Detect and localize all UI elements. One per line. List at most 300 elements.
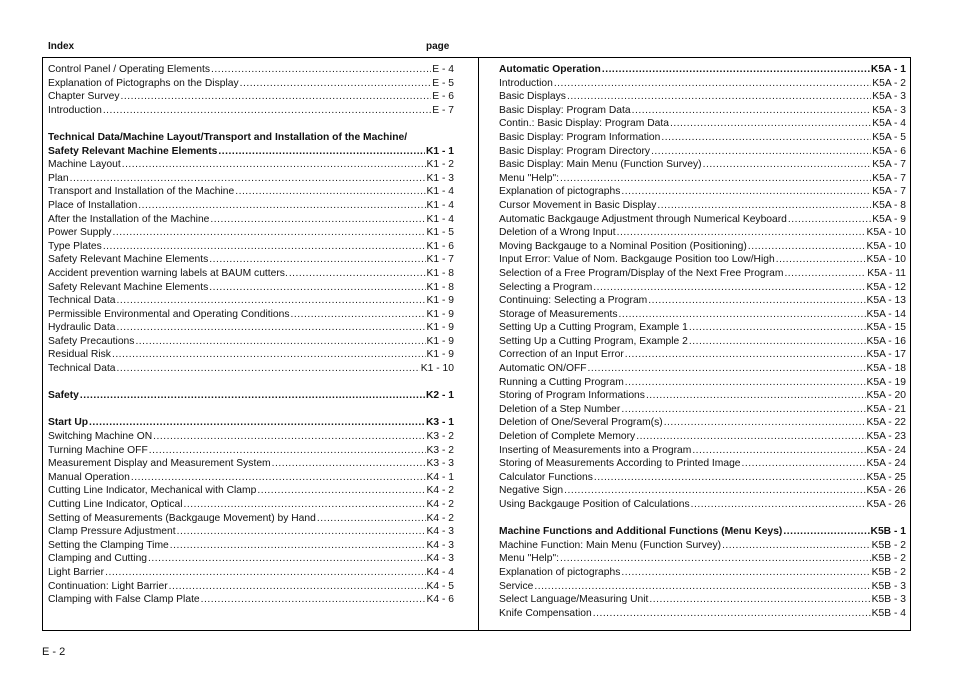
- entry-page-ref: K1 - 6: [426, 240, 454, 252]
- entry-title: Cutting Line Indicator, Mechanical with Clamp: [48, 485, 257, 497]
- dot-leader: [218, 145, 425, 159]
- right-index-column: [499, 63, 906, 620]
- entry-title: Basic Display: Main Menu (Function Survey): [499, 159, 702, 171]
- entry-title: Technical Data/Machine Layout/Transport and Installation of the Machine/: [48, 131, 408, 143]
- entry-title: Setting Up a Cutting Program, Example 2: [499, 335, 688, 347]
- entry-page-ref: K5A - 6: [872, 145, 906, 157]
- dot-leader: [689, 335, 866, 349]
- dot-leader: [625, 376, 866, 390]
- entry-title: Accident prevention warning labels at BAUM cutters.: [48, 267, 288, 279]
- entry-page-ref: K5B - 3: [871, 594, 906, 606]
- entry-title: Basic Display: Program Directory: [499, 145, 651, 157]
- index-entry: [499, 267, 906, 281]
- index-entry: [499, 457, 906, 471]
- entry-page-ref: K1 - 4: [426, 213, 454, 225]
- index-entry: [499, 389, 906, 403]
- entry-title: Clamp Pressure Adjustment: [48, 526, 176, 538]
- index-entry: [499, 77, 906, 91]
- entry-page-ref: K4 - 4: [426, 566, 454, 578]
- dot-leader: [201, 593, 426, 607]
- entry-page-ref: K2 - 1: [425, 390, 454, 402]
- dot-leader: [618, 308, 865, 322]
- entry-title: Storing of Measurements According to Printed Image: [499, 458, 741, 470]
- entry-page-ref: K5A - 8: [872, 199, 906, 211]
- entry-page-ref: K4 - 2: [426, 512, 454, 524]
- entry-title: Setting Up a Cutting Program, Example 1: [499, 322, 688, 334]
- dot-leader: [788, 213, 871, 227]
- index-entry: [499, 145, 906, 159]
- index-entry: [499, 416, 906, 430]
- entry-page-ref: K1 - 10: [420, 363, 454, 375]
- entry-title: Cutting Line Indicator, Optical: [48, 499, 183, 510]
- index-entry: [48, 444, 454, 458]
- entry-page-ref: K5A - 10: [866, 254, 906, 266]
- entry-page-ref: K5A - 12: [866, 281, 906, 293]
- dot-leader: [703, 158, 872, 172]
- entry-page-ref: K5A - 5: [872, 131, 906, 143]
- dot-leader: [122, 158, 426, 172]
- entry-title: Service: [499, 580, 534, 592]
- index-entry: [48, 294, 454, 308]
- dot-leader: [742, 457, 866, 471]
- entry-title: Menu "Help":: [499, 553, 559, 565]
- dot-leader: [89, 416, 425, 430]
- index-entry: [499, 348, 906, 362]
- entry-title: Residual Risk: [48, 349, 111, 361]
- dot-leader: [112, 348, 426, 362]
- index-entry: [48, 172, 454, 186]
- dot-leader: [135, 335, 425, 349]
- entry-title: Light Barrier: [48, 566, 105, 578]
- entry-title: Turning Machine OFF: [48, 444, 148, 456]
- entry-page-ref: K5A - 4: [872, 118, 906, 130]
- dot-leader: [621, 185, 871, 199]
- blank-spacer: [48, 117, 454, 131]
- entry-page-ref: K5A - 15: [866, 322, 906, 334]
- entry-page-ref: E - 4: [432, 64, 454, 75]
- dot-leader: [177, 525, 426, 539]
- entry-page-ref: K1 - 2: [426, 159, 454, 171]
- entry-title: Deletion of a Wrong Input: [499, 227, 616, 239]
- index-entry: [48, 430, 454, 444]
- entry-title: Deletion of Complete Memory: [499, 431, 636, 443]
- dot-leader: [209, 281, 425, 295]
- entry-page-ref: K1 - 9: [426, 295, 454, 307]
- index-entry: [48, 525, 454, 539]
- entry-title: Using Backgauge Position of Calculations: [499, 499, 690, 510]
- index-entry: [48, 362, 454, 376]
- dot-leader: [560, 552, 871, 566]
- entry-title: Safety Relevant Machine Elements: [48, 145, 218, 157]
- dot-leader: [131, 471, 426, 485]
- dot-leader: [117, 321, 426, 335]
- index-entry: [499, 117, 906, 131]
- entry-title: Hydraulic Data: [48, 322, 116, 334]
- entry-page-ref: K5B - 2: [871, 566, 906, 578]
- entry-page-ref: K5A - 7: [872, 186, 906, 198]
- index-entry: [48, 63, 454, 77]
- index-entry: [499, 403, 906, 417]
- entry-title: Menu "Help":: [499, 172, 559, 184]
- entry-title: Automatic ON/OFF: [499, 363, 587, 375]
- dot-leader: [776, 253, 866, 267]
- entry-page-ref: K1 - 5: [426, 227, 454, 239]
- entry-title: After the Installation of the Machine: [48, 213, 210, 225]
- column-divider: [478, 57, 479, 631]
- index-entry: [48, 512, 454, 526]
- index-entry: [499, 471, 906, 485]
- index-entry: [499, 580, 906, 594]
- dot-leader: [170, 539, 426, 553]
- dot-leader: [153, 430, 425, 444]
- dot-leader: [257, 484, 425, 498]
- index-entry: [499, 335, 906, 349]
- entry-title: Technical Data: [48, 363, 116, 375]
- dot-leader: [621, 566, 870, 580]
- entry-page-ref: K4 - 2: [426, 499, 454, 510]
- entry-page-ref: K1 - 4: [426, 186, 454, 198]
- index-entry: [499, 104, 906, 118]
- index-section-heading: [499, 63, 906, 77]
- dot-leader: [554, 77, 871, 91]
- dot-leader: [593, 281, 865, 295]
- entry-page-ref: K5A - 7: [872, 172, 906, 184]
- index-entry: [499, 607, 906, 621]
- entry-page-ref: K5A - 7: [872, 159, 906, 171]
- entry-title: Introduction: [499, 77, 553, 89]
- index-entry: [499, 90, 906, 104]
- entry-page-ref: K5A - 14: [866, 308, 906, 320]
- blank-spacer: [48, 376, 454, 390]
- entry-page-ref: K5A - 25: [866, 471, 906, 483]
- entry-title: Place of Installation: [48, 199, 138, 211]
- entry-title: Safety Relevant Machine Elements: [48, 254, 209, 266]
- index-entry: [48, 267, 454, 281]
- entry-page-ref: K4 - 3: [426, 553, 454, 565]
- dot-leader: [240, 77, 432, 91]
- entry-title: Running a Cutting Program: [499, 376, 624, 388]
- index-entry: [499, 552, 906, 566]
- dot-leader: [113, 226, 426, 240]
- entry-title: Correction of an Input Error: [499, 349, 624, 361]
- index-heading: Index: [48, 41, 75, 52]
- index-entry: [499, 593, 906, 607]
- dot-leader: [588, 362, 866, 376]
- index-entry: [48, 308, 454, 322]
- entry-page-ref: K4 - 5: [426, 580, 454, 592]
- page-heading: page: [426, 41, 450, 52]
- entry-page-ref: K1 - 9: [426, 335, 454, 347]
- entry-title: Plan: [48, 172, 69, 184]
- index-entry: [48, 240, 454, 254]
- entry-title: Negative Sign: [499, 485, 564, 497]
- dot-leader: [661, 131, 871, 145]
- entry-page-ref: K5B - 1: [870, 526, 906, 538]
- index-entry: [48, 539, 454, 553]
- index-entry: [499, 308, 906, 322]
- blank-spacer: [499, 512, 906, 526]
- entry-title: Machine Layout: [48, 159, 121, 171]
- blank-spacer: [48, 403, 454, 417]
- entry-title: Safety Precautions: [48, 335, 135, 347]
- entry-title: Introduction: [48, 104, 102, 116]
- index-entry: [499, 172, 906, 186]
- index-section-heading: [48, 131, 454, 145]
- entry-page-ref: K4 - 3: [426, 526, 454, 538]
- dot-leader: [593, 607, 871, 621]
- dot-leader: [534, 580, 870, 594]
- index-entry: [48, 226, 454, 240]
- entry-page-ref: K5A - 17: [866, 349, 906, 361]
- entry-title: Basic Display: Program Data: [499, 104, 631, 116]
- dot-leader: [169, 580, 426, 594]
- entry-page-ref: K5A - 11: [867, 267, 906, 279]
- entry-title: Cursor Movement in Basic Display: [499, 199, 657, 211]
- index-entry: [48, 253, 454, 267]
- index-entry: [48, 498, 454, 512]
- entry-page-ref: K5A - 24: [866, 458, 906, 470]
- dot-leader: [632, 104, 872, 118]
- entry-title: Calculator Functions: [499, 471, 593, 483]
- entry-title: Manual Operation: [48, 471, 130, 483]
- entry-page-ref: K3 - 1: [425, 417, 454, 429]
- index-section-heading: [48, 389, 454, 403]
- entry-page-ref: K3 - 2: [426, 431, 454, 443]
- index-section-heading: [48, 145, 454, 159]
- entry-title: Setting the Clamping Time: [48, 539, 169, 551]
- dot-leader: [317, 512, 426, 526]
- entry-title: Basic Displays: [499, 91, 566, 103]
- dot-leader: [670, 117, 871, 131]
- entry-page-ref: K5A - 24: [866, 444, 906, 456]
- entry-title: Setting of Measurements (Backgauge Movement) by Hand: [48, 512, 316, 524]
- dot-leader: [70, 172, 426, 186]
- index-entry: [48, 199, 454, 213]
- index-entry: [499, 566, 906, 580]
- entry-title: Chapter Survey: [48, 91, 120, 103]
- dot-leader: [272, 457, 426, 471]
- entry-page-ref: E - 6: [432, 91, 454, 103]
- entry-title: Moving Backgauge to a Nominal Position (Positioning): [499, 240, 747, 252]
- entry-title: Control Panel / Operating Elements: [48, 64, 210, 75]
- dot-leader: [560, 172, 871, 186]
- index-entry: [499, 253, 906, 267]
- entry-title: Input Error: Value of Nom. Backgauge Position too Low/High: [499, 254, 775, 266]
- entry-title: Automatic Operation: [499, 64, 601, 75]
- entry-page-ref: K1 - 1: [425, 145, 454, 157]
- dot-leader: [80, 389, 425, 403]
- dot-leader: [121, 90, 432, 104]
- dot-leader: [210, 213, 425, 227]
- entry-title: Safety Relevant Machine Elements: [48, 281, 209, 293]
- dot-leader: [138, 199, 425, 213]
- dot-leader: [783, 525, 869, 539]
- dot-leader: [722, 539, 871, 553]
- index-entry: [48, 90, 454, 104]
- entry-title: Selecting a Program: [499, 281, 593, 293]
- dot-leader: [235, 185, 425, 199]
- dot-leader: [651, 145, 871, 159]
- dot-leader: [625, 348, 866, 362]
- entry-page-ref: K5A - 26: [866, 485, 906, 497]
- dot-leader: [602, 63, 870, 77]
- entry-page-ref: K1 - 8: [426, 281, 454, 293]
- entry-page-ref: K5A - 23: [866, 431, 906, 443]
- dot-leader: [184, 498, 426, 512]
- entry-page-ref: K5B - 2: [871, 539, 906, 551]
- entry-title: Contin.: Basic Display: Program Data: [499, 118, 669, 130]
- entry-title: Explanation of Pictographs on the Display: [48, 77, 239, 89]
- entry-title: Power Supply: [48, 227, 112, 239]
- index-entry: [48, 471, 454, 485]
- entry-page-ref: K5B - 4: [871, 607, 906, 619]
- dot-leader: [648, 294, 865, 308]
- entry-title: Switching Machine ON: [48, 431, 153, 443]
- dot-leader: [664, 416, 866, 430]
- index-entry: [499, 498, 906, 512]
- dot-leader: [291, 308, 426, 322]
- dot-leader: [103, 104, 431, 118]
- index-entry: [48, 593, 454, 607]
- index-entry: [499, 131, 906, 145]
- index-entry: [48, 158, 454, 172]
- dot-leader: [567, 90, 871, 104]
- entry-title: Deletion of One/Several Program(s): [499, 417, 663, 429]
- entry-page-ref: K4 - 3: [426, 539, 454, 551]
- entry-title: Clamping with False Clamp Plate: [48, 594, 200, 606]
- entry-title: Safety: [48, 390, 79, 402]
- entry-page-ref: K5A - 19: [866, 376, 906, 388]
- entry-title: Select Language/Measuring Unit: [499, 594, 649, 606]
- index-entry: [499, 226, 906, 240]
- entry-page-ref: K4 - 6: [426, 594, 454, 606]
- entry-page-ref: K1 - 7: [426, 254, 454, 266]
- index-entry: [499, 281, 906, 295]
- index-entry: [499, 484, 906, 498]
- index-entry: [48, 348, 454, 362]
- dot-leader: [617, 226, 866, 240]
- footer-page-number: E - 2: [42, 646, 66, 658]
- dot-leader: [117, 294, 426, 308]
- dot-leader: [564, 484, 865, 498]
- entry-page-ref: K5B - 3: [871, 580, 906, 592]
- index-entry: [499, 185, 906, 199]
- entry-title: Basic Display: Program Information: [499, 131, 661, 143]
- dot-leader: [117, 362, 420, 376]
- index-section-heading: [48, 416, 454, 430]
- entry-page-ref: K1 - 8: [426, 267, 454, 279]
- index-entry: [499, 158, 906, 172]
- entry-page-ref: K5A - 26: [866, 499, 906, 510]
- entry-title: Deletion of a Step Number: [499, 403, 621, 415]
- dot-leader: [149, 444, 426, 458]
- entry-title: Storage of Measurements: [499, 308, 618, 320]
- entry-page-ref: K5A - 16: [866, 335, 906, 347]
- entry-page-ref: K1 - 9: [426, 322, 454, 334]
- entry-title: Explanation of pictographs: [499, 186, 621, 198]
- entry-title: Machine Function: Main Menu (Function Survey): [499, 539, 722, 551]
- entry-page-ref: K5A - 10: [866, 240, 906, 252]
- index-entry: [48, 552, 454, 566]
- entry-title: Continuation: Light Barrier: [48, 580, 168, 592]
- dot-leader: [657, 199, 871, 213]
- index-entry: [48, 104, 454, 118]
- dot-leader: [594, 471, 866, 485]
- index-entry: [499, 539, 906, 553]
- index-entry: [48, 185, 454, 199]
- index-entry: [48, 335, 454, 349]
- entry-title: Clamping and Cutting: [48, 553, 148, 565]
- entry-page-ref: K5A - 18: [866, 363, 906, 375]
- entry-title: Storing of Program Informations: [499, 390, 645, 402]
- index-entry: [499, 430, 906, 444]
- index-entry: [48, 580, 454, 594]
- dot-leader: [646, 389, 866, 403]
- dot-leader: [105, 566, 425, 580]
- index-entry: [499, 240, 906, 254]
- entry-page-ref: K4 - 1: [426, 471, 454, 483]
- entry-title: Type Plates: [48, 240, 102, 252]
- entry-title: Inserting of Measurements into a Program: [499, 444, 692, 456]
- entry-page-ref: E - 5: [432, 77, 454, 89]
- entry-title: Automatic Backgauge Adjustment through Numerical Keyboard: [499, 213, 787, 225]
- entry-page-ref: K5A - 9: [872, 213, 906, 225]
- dot-leader: [211, 63, 431, 77]
- index-entry: [48, 77, 454, 91]
- dot-leader: [621, 403, 865, 417]
- entry-title: Transport and Installation of the Machine: [48, 186, 235, 198]
- index-entry: [499, 444, 906, 458]
- entry-title: Continuing: Selecting a Program: [499, 295, 648, 307]
- entry-page-ref: K3 - 2: [426, 444, 454, 456]
- entry-title: Technical Data: [48, 295, 116, 307]
- dot-leader: [636, 430, 865, 444]
- index-entry: [499, 213, 906, 227]
- entry-title: Knife Compensation: [499, 607, 592, 619]
- index-entry: [48, 484, 454, 498]
- dot-leader: [649, 593, 870, 607]
- index-entry: [499, 376, 906, 390]
- index-entry: [48, 457, 454, 471]
- index-entry: [48, 213, 454, 227]
- entry-title: Permissible Environmental and Operating Conditions: [48, 308, 290, 320]
- entry-title: Explanation of pictographs: [499, 566, 621, 578]
- entry-title: Selection of a Free Program/Display of the Next Free Program: [499, 267, 784, 279]
- entry-page-ref: K5A - 3: [872, 91, 906, 103]
- entry-page-ref: K5A - 13: [866, 295, 906, 307]
- dot-leader: [289, 267, 426, 281]
- index-entry: [499, 199, 906, 213]
- dot-leader: [692, 444, 865, 458]
- entry-page-ref: K5A - 10: [866, 227, 906, 239]
- index-entry: [499, 321, 906, 335]
- entry-page-ref: K5A - 3: [872, 104, 906, 116]
- dot-leader: [148, 552, 425, 566]
- entry-page-ref: K5A - 21: [866, 403, 906, 415]
- entry-page-ref: K1 - 4: [426, 199, 454, 211]
- dot-leader: [689, 321, 866, 335]
- entry-page-ref: K4 - 2: [426, 485, 454, 497]
- entry-page-ref: K5A - 22: [866, 417, 906, 429]
- index-entry: [499, 362, 906, 376]
- index-entry: [48, 321, 454, 335]
- entry-page-ref: K5A - 1: [870, 64, 906, 75]
- entry-title: Machine Functions and Additional Functions (Menu Keys): [499, 526, 783, 538]
- entry-page-ref: K5B - 2: [871, 553, 906, 565]
- dot-leader: [209, 253, 425, 267]
- entry-page-ref: K5A - 2: [872, 77, 906, 89]
- entry-page-ref: K1 - 9: [426, 308, 454, 320]
